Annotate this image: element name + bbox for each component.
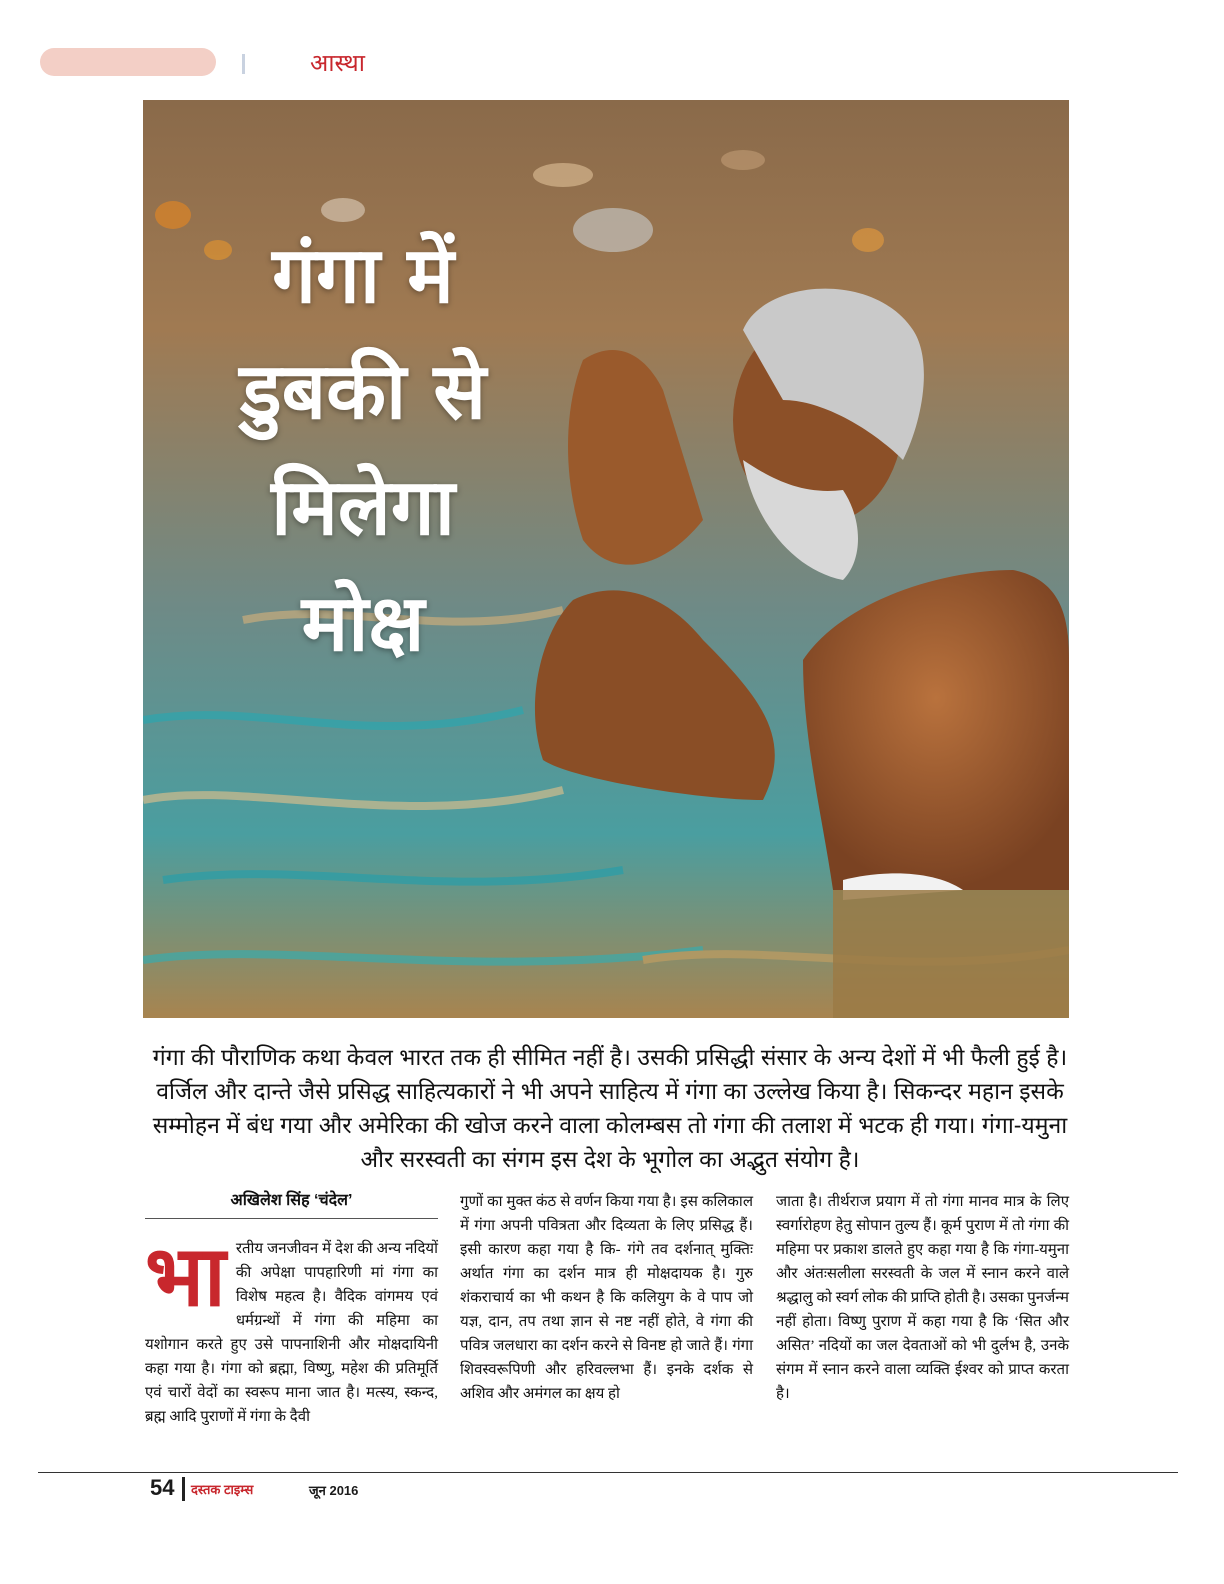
- column-1-text: रतीय जनजीवन में देश की अन्य नदियों की अपेक्षा पापहारिणी मां गंगा का विशेष महत्व है। वैदिक वांगमय एवं धर्मग्रन्थों में गंगा की महिमा का यशोगान करते हुए उसे पापनाशिनी और मोक्षदायिनी कहा गया है। गंगा को ब्रह्मा, विष्णु, महेश की प्रतिमूर्ति एवं चारों वेदों का स्वरूप माना जात है। मत्स्य, स्कन्द, ब्रह्म आदि पुराणों में गंगा के दैवी: [145, 1241, 438, 1425]
- header-divider: [242, 54, 245, 74]
- headline-line: गंगा में: [272, 231, 454, 321]
- section-tab-pill: [40, 48, 216, 76]
- author-byline: अखिलेश सिंह ‘चंदेल’: [145, 1190, 438, 1219]
- drop-cap: भा: [145, 1229, 226, 1323]
- article-column-3: जाता है। तीर्थराज प्रयाग में तो गंगा मानव मात्र के लिए स्वर्गारोहण हेतु सोपान तुल्य हैं। कूर्म पुराण में तो गंगा की महिमा पर प्रकाश डालते हुए कहा गया है कि गंगा-यमुना और अंतःसलीला सरस्वती के जल में स्नान करने वाले श्रद्धालु को स्वर्ग लोक की प्राप्ति होती है। उसका पुनर्जन्म नहीं होता। विष्णु पुराण में कहा गया है कि ‘सित और असित’ नदियों का जल देवताओं को भी दुर्लभ है, उनके संगम में स्नान करने वाला व्यक्ति ईश्वर को प्राप्त करता है।: [776, 1194, 1069, 1402]
- page-number: 54: [150, 1475, 175, 1500]
- hero-photo: [143, 100, 1069, 1018]
- issue-date: जून 2016: [309, 1483, 359, 1498]
- section-label: आस्था: [310, 49, 365, 77]
- headline-line: मोक्ष: [301, 579, 425, 669]
- article-headline: [203, 218, 523, 682]
- article-column-1: [145, 1190, 438, 1429]
- headline-line: डुबकी से: [239, 347, 487, 437]
- footer-rule: [38, 1472, 1178, 1473]
- article-column-2: गुणों का मुक्त कंठ से वर्णन किया गया है। इस कलिकाल में गंगा अपनी पवित्रता और दिव्यता के लिए प्रसिद्ध हैं। इसी कारण कहा गया है कि- गंगे तव दर्शनात् मुक्तिः अर्थात गंगा का दर्शन मात्र ही मोक्षदायक है। गुरु शंकराचार्य का भी कथन है कि कलियुग के वे पाप जो यज्ञ, दान, तप तथा ज्ञान से नष्ट नहीं होते, वे गंगा की पवित्र जलधारा का दर्शन करने से विनष्ट हो जाते हैं। गंगा शिवस्वरूपिणी और हरिवल्लभा हैं। इनके दर्शक से अशिव और अमंगल का क्षय हो: [460, 1194, 753, 1402]
- intro-paragraph: गंगा की पौराणिक कथा केवल भारत तक ही सीमित नहीं है। उसकी प्रसिद्धी संसार के अन्य देशों में भी फैली हुई है। वर्जिल और दान्ते जैसे प्रसिद्ध साहित्यकारों ने भी अपने साहित्य में गंगा का उल्लेख किया है। सिकन्दर महान इसके सम्मोहन में बंध गया और अमेरिका की खोज करने वाला कोलम्बस तो गंगा की तलाश में भटक ही गया। गंगा-यमुना और सरस्वती का संगम इस देश के भूगोल का अद्भुत संयोग है।: [152, 1044, 1068, 1172]
- headline-line: मिलेगा: [271, 463, 455, 553]
- footer-divider: [182, 1477, 185, 1501]
- magazine-name: दस्तक टाइम्स: [191, 1482, 254, 1497]
